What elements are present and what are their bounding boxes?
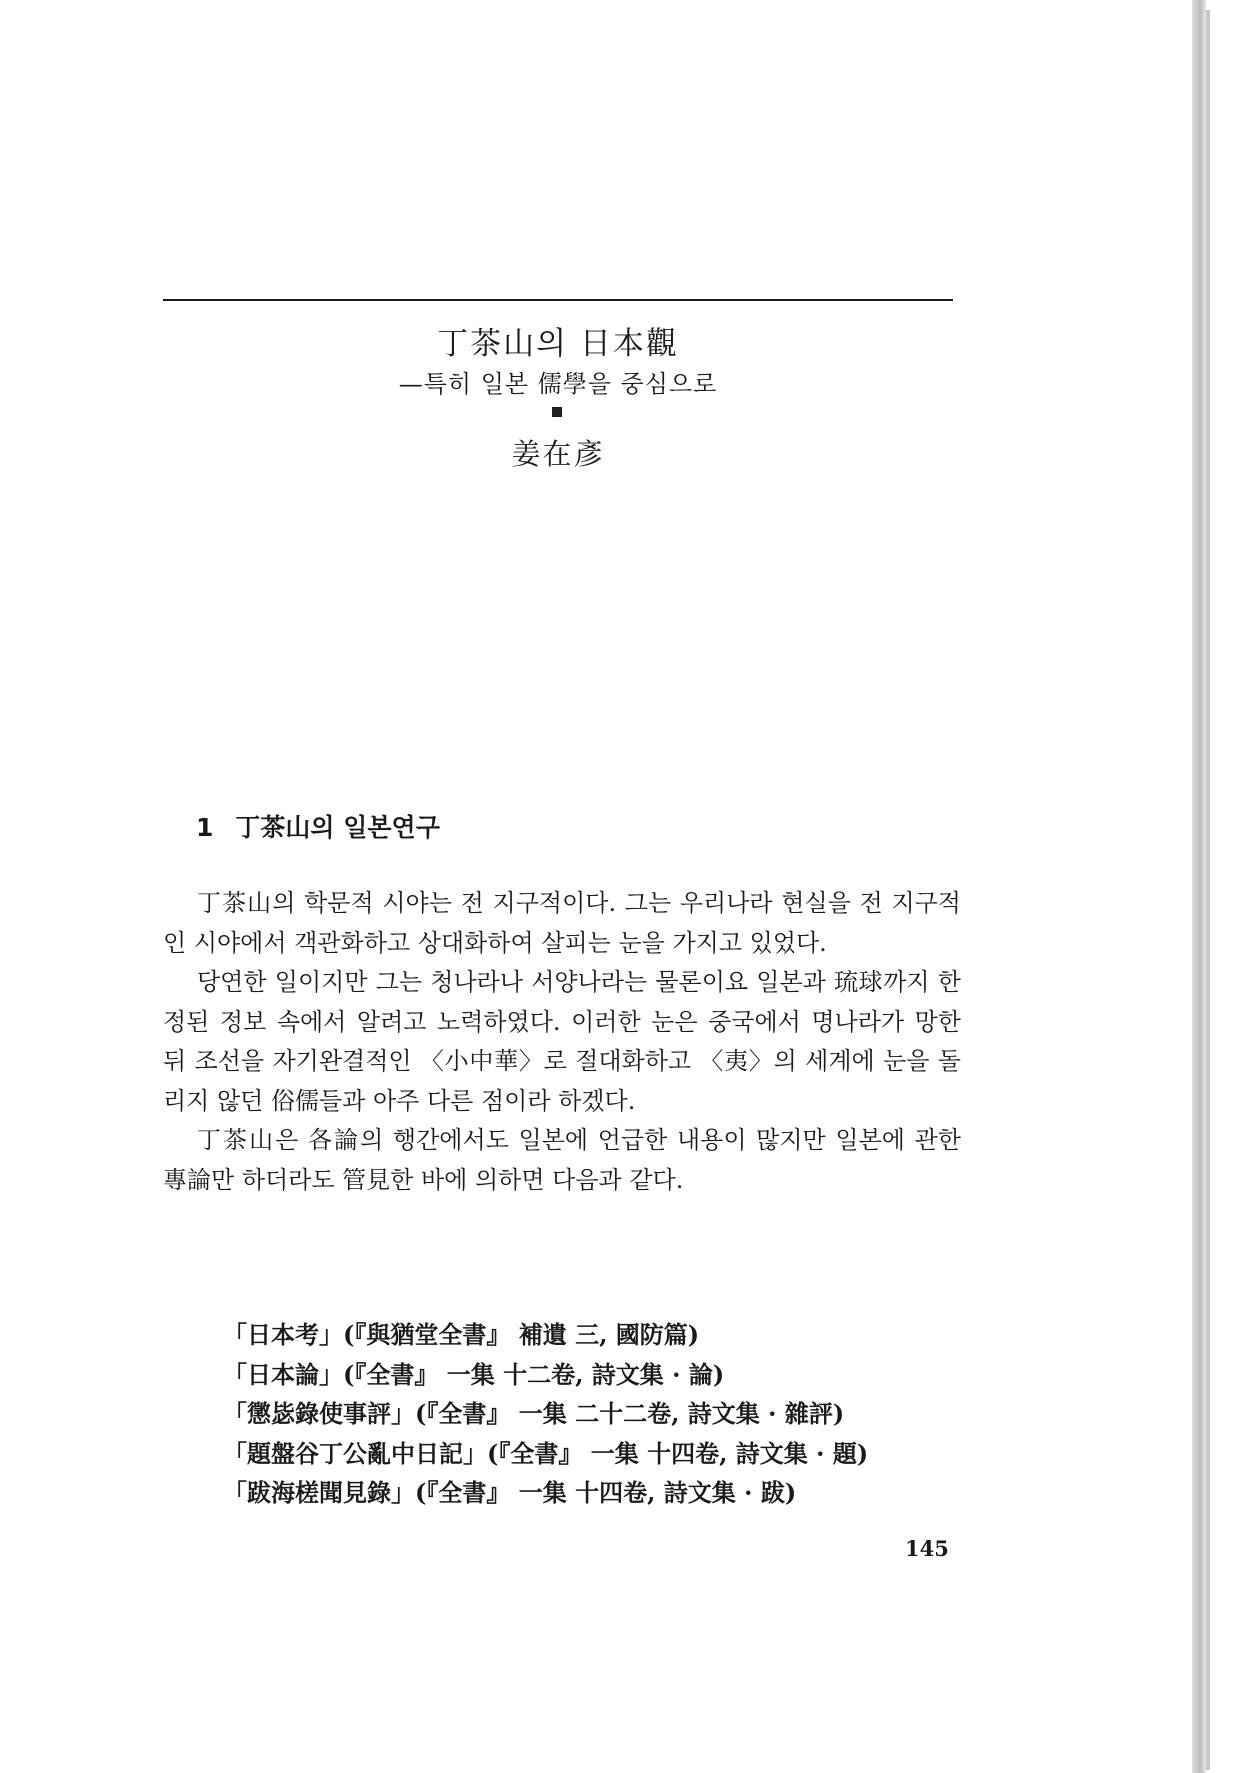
body-text <box>163 884 961 1200</box>
paragraph: 丁茶山은 各論의 행간에서도 일본에 언급한 내용이 많지만 일본에 관한 專論만 하더라도 管見한 바에 의하면 다음과 같다. <box>163 1126 961 1194</box>
header-rule <box>163 299 953 301</box>
paragraph: 당연한 일이지만 그는 청나라나 서양나라는 물론이요 일본과 琉球까지 한정된 정보 속에서 알려고 노력하였다. 이러한 눈은 중국에서 명나라가 망한 뒤 조선을 자기완결적인 〈小中華〉로 절대화하고 〈夷〉의 세계에 눈을 돌리지 않던 俗儒들과 아주 다른 점이라 하겠다. <box>163 968 961 1115</box>
page-edge-outer <box>1206 10 1210 1770</box>
article-title: 丁茶山의 日本觀 <box>437 326 679 362</box>
paragraph: 丁茶山의 학문적 시야는 전 지구적이다. 그는 우리나라 현실을 전 지구적인 시야에서 객관화하고 상대화하여 살피는 눈을 가지고 있었다. <box>163 889 961 957</box>
section-title: 丁茶山의 일본연구 <box>235 813 440 842</box>
square-ornament-icon <box>552 407 562 417</box>
section-heading <box>196 808 440 844</box>
reference-item: 「日本論」(『全書』 一集 十二卷, 詩文集 · 論) <box>223 1359 725 1389</box>
page-edge-shadow <box>1192 0 1206 1773</box>
reference-list <box>223 1315 868 1513</box>
page-number: 145 <box>905 1536 949 1561</box>
article-author: 姜在彥 <box>511 437 605 471</box>
reference-item: 「跋海槎聞見錄」(『全書』 一集 十四卷, 詩文集 · 跋) <box>223 1478 797 1507</box>
article-subtitle: —특히 일본 儒學을 중심으로 <box>398 370 718 398</box>
section-number: 1 <box>196 813 214 842</box>
reference-item: 「懲毖錄使事評」(『全書』 一集 二十二卷, 詩文集 · 雜評) <box>223 1399 845 1428</box>
reference-item: 「題盤谷丁公亂中日記」(『全書』 一集 十四卷, 詩文集 · 題) <box>223 1438 869 1468</box>
reference-item: 「日本考」(『與猶堂全書』 補遺 三, 國防篇) <box>223 1320 700 1349</box>
